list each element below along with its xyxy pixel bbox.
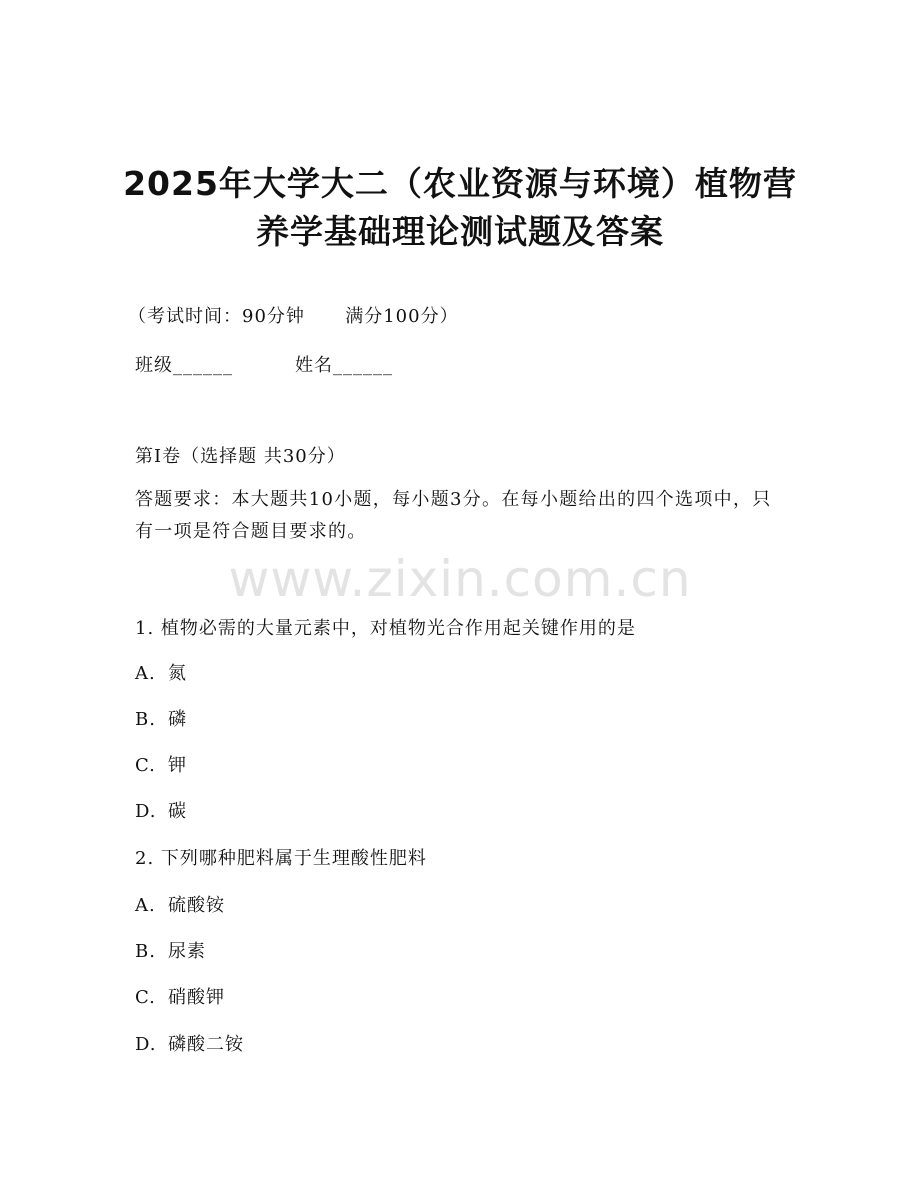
question-2-option-d (135, 1030, 244, 1056)
document-title-line-2: 养学基础理论测试题及答案 (256, 212, 664, 251)
option-letter: C. (135, 987, 156, 1008)
question-1: 1. 植物必需的大量元素中，对植物光合作用起关键作用的是 (135, 618, 636, 639)
question-1-option-a (135, 659, 187, 685)
option-letter: D. (135, 1034, 157, 1055)
question-1-option-c (135, 751, 187, 777)
option-text: 钾 (168, 755, 187, 776)
option-letter: A. (135, 663, 156, 684)
section-instructions: 答题要求：本大题共10小题，每小题3分。在每小题给出的四个选项中，只有一项是符合题目要求的。 (135, 489, 772, 542)
option-letter: B. (135, 709, 156, 730)
exam-info: （考试时间：90分钟 满分100分） (128, 306, 459, 327)
option-letter: B. (135, 941, 156, 962)
option-letter: A. (135, 895, 156, 916)
option-letter: D. (135, 801, 157, 822)
section-heading: 第I卷（选择题 共30分） (135, 446, 346, 467)
document-title-line-1: 2025年大学大二（农业资源与环境）植物营 (123, 164, 797, 203)
option-letter: C. (135, 755, 156, 776)
class-field: 班级______ (135, 355, 233, 376)
question-2-option-c (135, 983, 225, 1009)
option-text: 碳 (168, 801, 187, 822)
watermark: www.zixin.com.cn (228, 550, 692, 608)
option-text: 氮 (168, 663, 187, 684)
option-text: 尿素 (168, 941, 206, 962)
option-text: 硫酸铵 (168, 895, 225, 916)
option-text: 硝酸钾 (168, 987, 225, 1008)
question-2: 2. 下列哪种肥料属于生理酸性肥料 (135, 848, 427, 869)
option-text: 磷酸二铵 (168, 1034, 244, 1055)
question-2-option-b (135, 937, 206, 963)
option-text: 磷 (168, 709, 187, 730)
question-1-option-b (135, 705, 187, 731)
question-2-option-a (135, 891, 225, 917)
question-1-option-d (135, 797, 187, 823)
name-field: 姓名______ (295, 355, 393, 376)
